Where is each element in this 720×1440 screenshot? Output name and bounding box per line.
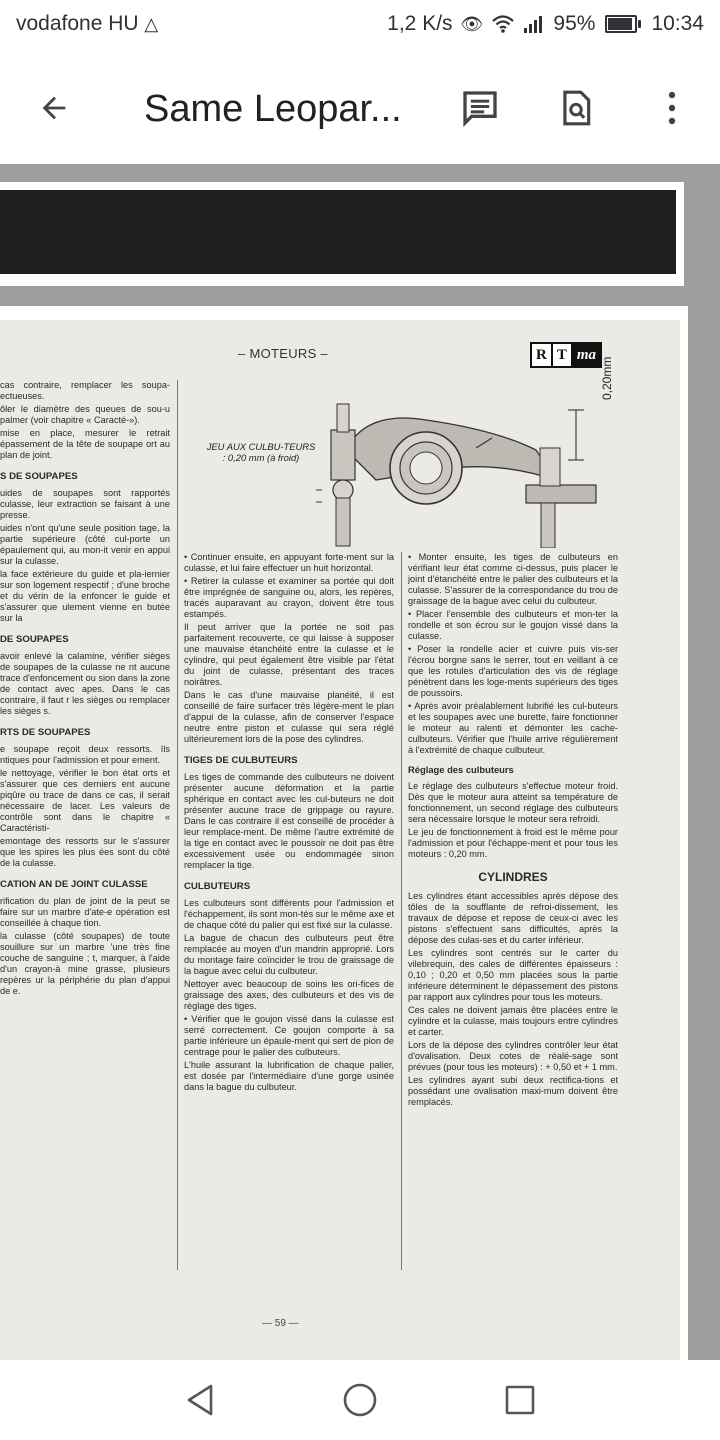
status-right (387, 12, 704, 36)
document-viewer[interactable] (0, 164, 720, 1360)
previous-page-scan (0, 190, 676, 274)
paragraph: Le réglage des culbuteurs s'effectue moteur froid. Dès que le moteur aura atteint sa température de fonctionnement, un second réglage des culbuteurs sera nécessaire lorsque le moteur sera refroidi. (408, 781, 618, 824)
paragraph: Nettoyer avec beaucoup de soins les ori-fices de graissage des axes, des culbuteurs et des vis de réglage des tiges. (184, 979, 394, 1011)
text-column-left (0, 380, 170, 999)
comments-button[interactable] (454, 82, 506, 134)
paragraph: ôler le diamètre des queues de sou-u palmer (voir chapitre « Caracté-»). (0, 404, 170, 425)
nav-back-icon (185, 1383, 215, 1417)
wifi-icon (491, 14, 515, 34)
more-vert-icon (667, 90, 677, 126)
paragraph: la culasse (côté soupapes) de toute souillure sur un marbre 'une très fine couche de sanguine ; t, marquer, à l'aide d'un crayon-à mine grasse, plusieurs repères ur la périphérie du plan d'appui de e. (0, 931, 170, 996)
eye-icon: 👁 (460, 14, 484, 34)
paragraph: rification du plan de joint de la peut se faire sur un marbre d'ate-e opération est conseillée à chaque tion. (0, 896, 170, 928)
paragraph: • Continuer ensuite, en appuyant forte-ment sur la culasse, et lui faire effectuer un huit horizontal. (184, 552, 394, 573)
paragraph: • Monter ensuite, les tiges de culbuteurs en vérifiant leur état comme ci-dessus, puis placer le joint d'étanchéité entre le palier des culbuteurs et la culasse. S'assurer de la correspondance du trou de graissage de la bague avec celui du culbuteur. (408, 552, 618, 606)
comment-icon (460, 88, 500, 128)
document-title: Same Leopar... (144, 88, 402, 130)
paragraph: le nettoyage, vérifier le bon état orts et s'assurer que ces derniers ent aucune piqûre ou trace de dans ce cas, il serait nécessaire de lacer. Les valeurs de contrôle sont dans le chapitre « Caractéristi- (0, 768, 170, 833)
paragraph: • Vérifier que le goujon vissé dans la culasse est serré correctement. Ce goujon comporte à sa partie inférieure un épaule-ment qui sert de pion de centrage pour le palier des culbuteurs. (184, 1014, 394, 1057)
paragraph: • Poser la rondelle acier et cuivre puis vis-ser l'écrou borgne sans le serrer, tout en veillant à ce que les rotules d'articulation des vis de réglage pénètrent dans les loge-ments supérieurs des tiges de poussoirs. (408, 644, 618, 698)
nav-home-button[interactable] (336, 1380, 384, 1420)
subsection-heading: Réglage des culbuteurs (408, 764, 514, 775)
signal-icon (523, 15, 545, 33)
nav-recents-icon (504, 1384, 536, 1416)
system-nav-bar (0, 1360, 720, 1440)
paragraph: cas contraire, remplacer les soupa-ectueuses. (0, 380, 170, 401)
page-number: — 59 — (262, 1318, 299, 1329)
paragraph: uides n'ont qu'une seule position tage, la partie supérieure (côté cul-porte un épaulement qui, au mon-it venir en appui sur la culasse. (0, 523, 170, 566)
status-bar (0, 0, 720, 52)
status-left (16, 12, 158, 36)
paragraph: Le jeu de fonctionnement à froid est le même pour l'admission et pour l'échappe-ment et pour tous les moteurs : 0,20 mm. (408, 827, 618, 859)
section-heading: TIGES DE CULBUTEURS (184, 755, 298, 766)
column-separator (401, 552, 402, 1270)
network-speed: 1,2 K/s (387, 12, 453, 35)
diagram-label: JEU AUX CULBU-TEURS : 0,20 mm (à froid) (206, 441, 316, 463)
logo-t: T (553, 344, 573, 366)
section-heading: S DE SOUPAPES (0, 471, 78, 482)
paragraph: uides de soupapes sont rapportés culasse, leur extraction se faisant à une presse. (0, 488, 170, 520)
diagram-dimension: 0,20mm (600, 356, 614, 400)
paragraph: Les culbuteurs sont différents pour l'admission et l'échappement, ils sont mon-tés sur le même axe et de chaque côté du palier qui est fixé sur la culasse. (184, 898, 394, 930)
paragraph: Les cylindres sont centrés sur le carter du vilebrequin, des cales de différentes épaisseurs : 0,10 ; 0,20 et 0,50 mm placées sous la partie inférieure déterminent le dépassement des pistons par rapport aux cylindres pour tous les moteurs. (408, 948, 618, 1002)
paragraph: • Placer l'ensemble des culbuteurs et mon-ter la rondelle et son écrou sur le goujon vissé dans la culasse. (408, 609, 618, 641)
back-button[interactable] (28, 82, 80, 134)
column-separator (177, 380, 178, 1270)
battery-icon (605, 15, 637, 33)
paragraph: avoir enlevé la calamine, vérifier sièges de soupapes de la culasse ne nt aucune trace d'enfoncement ou sion dans la zone de contact avec apes. Dans le cas contraire, il faut r les sièges ou remplacer les sièges s. (0, 651, 170, 716)
paragraph: Ces cales ne doivent jamais être placées entre le cylindre et la culasse, mais toujours entre cylindres et carter. (408, 1005, 618, 1037)
section-heading: DE SOUPAPES (0, 634, 69, 645)
nav-recents-button[interactable] (496, 1380, 544, 1420)
paragraph: mise en place, mesurer le retrait épassement de la tête de soupape ort au plan de joint. (0, 428, 170, 460)
logo-r: R (532, 344, 553, 366)
paragraph: Les cylindres ayant subi deux rectifica-tions et possédant une ovalisation maxi-mum doivent être remplacés. (408, 1075, 618, 1107)
page-scan (0, 320, 680, 1360)
paragraph: emontage des ressorts sur le s'assurer que les spires les plus ées sont du côté de la culasse. (0, 836, 170, 868)
section-heading: CULBUTEURS (184, 881, 251, 892)
paragraph: L'huile assurant la lubrification de chaque palier, est dosée par l'intermédiaire d'une gorge usinée dans la bague du culbuteur. (184, 1060, 394, 1092)
chapter-heading: CYLINDRES (478, 870, 548, 884)
paragraph: Il peut arriver que la portée ne soit pas parfaitement recouverte, ce qui laisse à supposer une mauvaise étanchéité entre la culasse et le cylindre, qui peut également être visible par l'état du joint de culasse, présentant des traces noirâtres. (184, 622, 394, 687)
paragraph: Dans le cas d'une mauvaise planéité, il est conseillé de faire surfacer très légère-ment le plan d'appui de la culasse, afin de conserver l'espace neutre entre piston et culasse qui sera réglé ultérieurement lors de la pose des cylindres. (184, 690, 394, 744)
text-column-middle (184, 552, 394, 1095)
previous-page (0, 182, 684, 286)
paragraph: Lors de la dépose des cylindres contrôler leur état d'ovalisation. Deux cotes de réalé-sage sont prévues (pour tous les moteurs) : + 0,50 et + 1 mm. (408, 1040, 618, 1072)
section-heading: RTS DE SOUPAPES (0, 727, 91, 738)
more-options-button[interactable] (646, 82, 698, 134)
logo-ma: ma (573, 344, 600, 366)
paragraph: la face extérieure du guide et pla-iernier sur son logement respectif ; d'une broche et du vérin de la enfoncer le guide et s'assurer que ulement vienne en butée sur la (0, 569, 170, 623)
nav-home-icon (342, 1382, 378, 1418)
nav-back-button[interactable] (176, 1380, 224, 1420)
paragraph: Les cylindres étant accessibles après dépose des tôles de la soufflante de refroi-dissement, les travaux de dépose et repose de ceux-ci avec les pistons s'effectuent sans difficultés, après la dépose des culas-ses et du carter inférieur. (408, 891, 618, 945)
paragraph: • Retirer la culasse et examiner sa portée qui doit être imprégnée de sanguine ou, alors, les repères, tracés auparavant au crayon, doivent être tous estampés. (184, 576, 394, 619)
find-in-page-icon (557, 88, 595, 128)
text-column-right (408, 552, 618, 1110)
back-arrow-icon (37, 91, 71, 125)
carrier-name: vodafone HU (16, 12, 139, 35)
paragraph: • Après avoir préalablement lubrifié les cul-buteurs et les soupapes avec une burette, faire fonctionner le moteur au ralenti et démonter les cache-culbuteurs. Vérifier que l'huile arrive régulièrement à l'extrémité de chaque culbuteur. (408, 701, 618, 755)
paragraph: Les tiges de commande des culbuteurs ne doivent présenter aucune déformation et la partie sphérique en contact avec les cul-buteurs ne doit présenter aucune trace de grippage ou rayure. Dans le cas contraire il est conseillé de procéder à leur remplace-ment. De même l'autre extrémité de la tige en contact avec le poussoir ne doit pas être excessivement usée ou endommagée sinon remplacer la tige. (184, 772, 394, 870)
paragraph: La bague de chacun des culbuteurs peut être remplacée au moyen d'un mandrin approprié. Lors du montage faire coïncider le trou de graissage de la bague avec celui du culbuteur. (184, 933, 394, 976)
app-bar (0, 52, 720, 164)
battery-percent: 95% (553, 12, 596, 35)
clock: 10:34 (651, 12, 704, 35)
section-header: – MOTEURS – (238, 346, 328, 361)
section-heading: CATION AN DE JOINT CULASSE (0, 879, 148, 890)
paragraph: e soupape reçoit deux ressorts. Ils ntiques pour l'admission et pour ement. (0, 744, 170, 765)
rtm-logo (530, 342, 602, 368)
rocker-arm-diagram (196, 390, 636, 548)
current-page (0, 306, 688, 1360)
alert-triangle-icon: △ (144, 14, 159, 34)
find-in-page-button[interactable] (550, 82, 602, 134)
